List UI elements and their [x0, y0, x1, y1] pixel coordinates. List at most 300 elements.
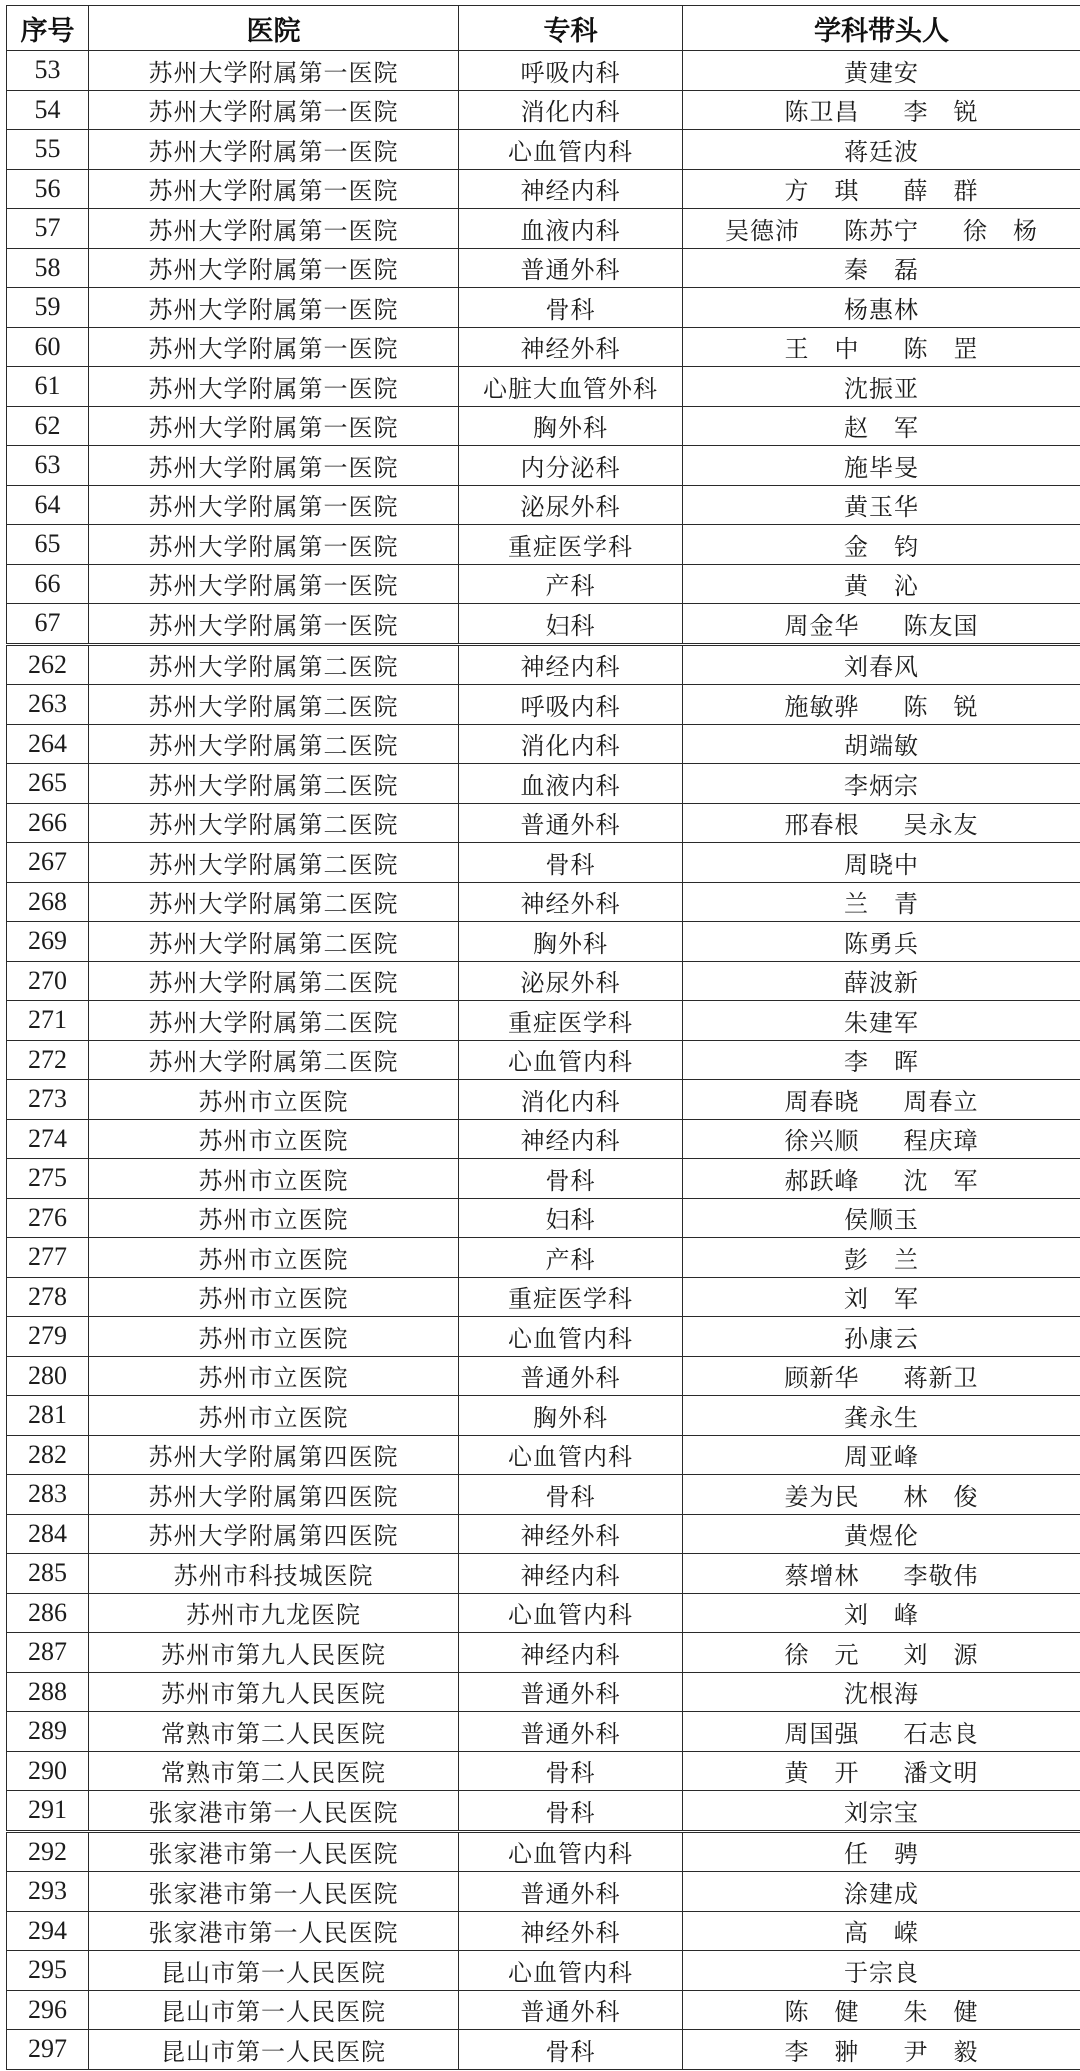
header-no: 序号	[7, 6, 89, 51]
hospital-cell: 苏州大学附属第二医院	[89, 882, 459, 922]
leader-names	[844, 1398, 919, 1433]
table-row	[7, 1435, 1080, 1475]
leader-name: 尹 毅	[903, 2037, 979, 2066]
hospital-cell: 苏州大学附属第一医院	[89, 525, 459, 565]
specialty-cell: 普通外科	[459, 1872, 683, 1912]
hospital-cell: 昆山市第一人民医院	[89, 2030, 459, 2070]
leader-name: 陈勇兵	[844, 929, 919, 958]
leader-name: 周春立	[903, 1087, 979, 1116]
specialty-cell: 妇科	[459, 1198, 683, 1238]
table-row	[7, 1040, 1080, 1080]
specialty-cell: 妇科	[459, 604, 683, 645]
leaders-cell	[683, 1672, 1080, 1712]
leaders-cell	[683, 1356, 1080, 1396]
leader-names	[844, 1793, 919, 1828]
hospital-cell: 苏州大学附属第一医院	[89, 367, 459, 407]
leader-name: 吴永友	[903, 811, 979, 840]
leader-names	[844, 1953, 919, 1988]
leader-name: 龚永生	[844, 1403, 919, 1432]
table-row	[7, 1238, 1080, 1278]
leader-name: 李 锐	[903, 98, 979, 127]
table-row	[7, 1277, 1080, 1317]
table-row	[7, 327, 1080, 367]
leaders-cell	[683, 2030, 1080, 2070]
specialty-cell: 重症医学科	[459, 1001, 683, 1041]
leader-name: 薛波新	[844, 969, 919, 998]
row-number: 55	[7, 130, 89, 170]
specialty-cell: 神经外科	[459, 1514, 683, 1554]
hospital-cell: 苏州大学附属第一医院	[89, 485, 459, 525]
leader-name: 黄煜伦	[844, 1522, 919, 1551]
leader-names	[844, 487, 919, 522]
row-number: 291	[7, 1791, 89, 1832]
hospital-cell: 常熟市第二人民医院	[89, 1751, 459, 1791]
leader-names	[844, 448, 919, 483]
leader-names	[844, 845, 919, 880]
hospital-cell: 苏州市立医院	[89, 1119, 459, 1159]
leader-name: 沈振亚	[844, 374, 919, 403]
leader-name: 黄玉华	[844, 493, 919, 522]
row-number: 295	[7, 1951, 89, 1991]
leader-names	[785, 1082, 979, 1117]
specialty-cell: 重症医学科	[459, 525, 683, 565]
leaders-cell	[683, 209, 1080, 249]
row-number: 293	[7, 1872, 89, 1912]
leaders-cell	[683, 724, 1080, 764]
specialty-cell: 泌尿外科	[459, 961, 683, 1001]
table-row	[7, 1198, 1080, 1238]
leader-names	[844, 369, 919, 404]
specialty-cell: 神经内科	[459, 169, 683, 209]
hospital-cell: 苏州大学附属第一医院	[89, 564, 459, 604]
leaders-cell	[683, 1872, 1080, 1912]
leader-name: 高 嵘	[844, 1919, 919, 1948]
leader-name: 徐 杨	[963, 216, 1038, 245]
leader-name: 徐兴顺	[784, 1127, 860, 1156]
table-row	[7, 367, 1080, 407]
row-number: 267	[7, 843, 89, 883]
leaders-cell	[683, 169, 1080, 209]
table-row	[7, 644, 1080, 685]
leaders-cell	[683, 130, 1080, 170]
leaders-cell	[683, 1159, 1080, 1199]
table-row	[7, 1990, 1080, 2030]
table-row	[7, 1831, 1080, 1872]
leaders-cell	[683, 1238, 1080, 1278]
specialty-cell: 心血管内科	[459, 1593, 683, 1633]
leader-name: 朱 健	[903, 1998, 979, 2027]
leader-names	[844, 647, 919, 682]
leader-names	[785, 1556, 979, 1591]
leader-names	[785, 687, 979, 722]
hospital-cell: 苏州市立医院	[89, 1396, 459, 1436]
leader-name: 李 晖	[844, 1048, 919, 1077]
specialty-cell: 心血管内科	[459, 1040, 683, 1080]
row-number: 58	[7, 248, 89, 288]
hospital-cell: 张家港市第一人民医院	[89, 1831, 459, 1872]
row-number: 265	[7, 764, 89, 804]
table-row	[7, 1911, 1080, 1951]
leader-name: 周春晓	[784, 1087, 860, 1116]
leader-name: 姜为民	[784, 1482, 860, 1511]
table-row	[7, 248, 1080, 288]
hospital-cell: 常熟市第二人民医院	[89, 1712, 459, 1752]
leader-name: 任 骋	[844, 1840, 919, 1869]
row-number: 287	[7, 1633, 89, 1673]
leader-name: 刘 军	[844, 1285, 919, 1314]
row-number: 282	[7, 1435, 89, 1475]
leader-name: 蒋廷波	[844, 137, 919, 166]
table-row	[7, 922, 1080, 962]
row-number: 286	[7, 1593, 89, 1633]
table-row	[7, 961, 1080, 1001]
leader-name: 周亚峰	[844, 1443, 919, 1472]
hospital-cell: 苏州大学附属第四医院	[89, 1475, 459, 1515]
leaders-cell	[683, 367, 1080, 407]
leaders-cell	[683, 1633, 1080, 1673]
leaders-cell	[683, 446, 1080, 486]
hospital-cell: 张家港市第一人民医院	[89, 1791, 459, 1832]
table-row	[7, 1593, 1080, 1633]
leader-name: 杨惠林	[844, 295, 919, 324]
leaders-cell	[683, 525, 1080, 565]
row-number: 285	[7, 1554, 89, 1594]
leaders-cell	[683, 961, 1080, 1001]
leader-name: 沈 军	[903, 1166, 979, 1195]
row-number: 280	[7, 1356, 89, 1396]
leaders-cell	[683, 644, 1080, 685]
hospital-cell: 苏州大学附属第一医院	[89, 51, 459, 91]
leader-name: 徐 元	[784, 1640, 860, 1669]
table-row	[7, 1554, 1080, 1594]
leaders-cell	[683, 1593, 1080, 1633]
hospital-cell: 苏州大学附属第一医院	[89, 406, 459, 446]
row-number: 289	[7, 1712, 89, 1752]
leaders-cell	[683, 1198, 1080, 1238]
specialty-cell: 心脏大血管外科	[459, 367, 683, 407]
leader-names	[785, 1161, 979, 1196]
leaders-cell	[683, 90, 1080, 130]
table-row	[7, 1080, 1080, 1120]
table-row	[7, 1872, 1080, 1912]
leaders-cell	[683, 1791, 1080, 1832]
row-number: 61	[7, 367, 89, 407]
hospital-cell: 苏州大学附属第四医院	[89, 1435, 459, 1475]
leader-names	[785, 1121, 979, 1156]
leaders-cell	[683, 1831, 1080, 1872]
hospital-cell: 苏州市立医院	[89, 1198, 459, 1238]
leaders-cell	[683, 1040, 1080, 1080]
specialty-cell: 呼吸内科	[459, 685, 683, 725]
specialty-cell: 骨科	[459, 1791, 683, 1832]
document-page	[6, 5, 1080, 2071]
row-number: 273	[7, 1080, 89, 1120]
leader-name: 吴德沛	[725, 216, 800, 245]
specialty-cell: 普通外科	[459, 1712, 683, 1752]
leader-name: 孙康云	[844, 1324, 919, 1353]
specialty-cell: 骨科	[459, 843, 683, 883]
leaders-cell	[683, 1475, 1080, 1515]
hospital-cell: 昆山市第一人民医院	[89, 1990, 459, 2030]
row-number: 64	[7, 485, 89, 525]
row-number: 281	[7, 1396, 89, 1436]
leaders-cell	[683, 1080, 1080, 1120]
leader-names	[785, 606, 979, 641]
leader-name: 黄 开	[784, 1759, 860, 1788]
hospital-cell: 苏州大学附属第一医院	[89, 446, 459, 486]
specialty-cell: 血液内科	[459, 209, 683, 249]
hospital-cell: 苏州大学附属第二医院	[89, 685, 459, 725]
hospital-cell: 苏州市立医院	[89, 1159, 459, 1199]
leaders-cell	[683, 327, 1080, 367]
table-row	[7, 843, 1080, 883]
leader-name: 王 中	[784, 335, 860, 364]
row-number: 274	[7, 1119, 89, 1159]
leader-names	[844, 408, 919, 443]
hospital-cell: 苏州大学附属第二医院	[89, 644, 459, 685]
hospital-cell: 苏州大学附属第二医院	[89, 843, 459, 883]
leader-names	[844, 1042, 919, 1077]
specialty-cell: 骨科	[459, 1475, 683, 1515]
row-number: 66	[7, 564, 89, 604]
table-row	[7, 485, 1080, 525]
leader-name: 彭 兰	[844, 1245, 919, 1274]
specialty-cell: 心血管内科	[459, 1317, 683, 1357]
leader-names	[844, 1240, 919, 1275]
leader-name: 施敏骅	[784, 692, 860, 721]
row-number: 279	[7, 1317, 89, 1357]
table-row	[7, 764, 1080, 804]
row-number: 278	[7, 1277, 89, 1317]
leader-name: 陈苏宁	[844, 216, 919, 245]
specialty-cell: 神经外科	[459, 1911, 683, 1951]
leader-names	[785, 171, 979, 206]
row-number: 53	[7, 51, 89, 91]
leader-name: 陈 锐	[903, 692, 979, 721]
leader-name: 赵 军	[844, 414, 919, 443]
specialty-cell: 心血管内科	[459, 130, 683, 170]
specialty-cell: 普通外科	[459, 803, 683, 843]
hospital-cell: 苏州市立医院	[89, 1238, 459, 1278]
leaders-cell	[683, 1001, 1080, 1041]
leaders-cell	[683, 1554, 1080, 1594]
leader-names	[844, 527, 919, 562]
table-row	[7, 1396, 1080, 1436]
specialty-cell: 神经内科	[459, 1119, 683, 1159]
leader-name: 潘文明	[903, 1759, 979, 1788]
hospital-cell: 苏州大学附属第二医院	[89, 764, 459, 804]
leader-name: 于宗良	[844, 1958, 919, 1987]
specialty-cell: 内分泌科	[459, 446, 683, 486]
table-body	[7, 51, 1080, 2070]
specialty-cell: 消化内科	[459, 90, 683, 130]
row-number: 56	[7, 169, 89, 209]
table-row	[7, 1119, 1080, 1159]
leader-name: 陈卫昌	[784, 98, 860, 127]
leaders-cell	[683, 406, 1080, 446]
leader-names	[725, 211, 1038, 246]
hospital-cell: 苏州大学附属第一医院	[89, 327, 459, 367]
leader-name: 沈根海	[844, 1680, 919, 1709]
hospital-cell: 苏州大学附属第一医院	[89, 90, 459, 130]
leader-names	[844, 1279, 919, 1314]
leaders-cell	[683, 248, 1080, 288]
row-number: 277	[7, 1238, 89, 1278]
leader-names	[844, 1319, 919, 1354]
row-number: 62	[7, 406, 89, 446]
leader-names	[785, 1477, 979, 1512]
leaders-cell	[683, 485, 1080, 525]
row-number: 283	[7, 1475, 89, 1515]
leaders-cell	[683, 1514, 1080, 1554]
header-leaders: 学科带头人	[683, 6, 1080, 51]
table-row	[7, 1514, 1080, 1554]
leader-names	[844, 963, 919, 998]
leader-name: 方 琪	[784, 177, 860, 206]
leader-names	[844, 1516, 919, 1551]
leader-names	[844, 766, 919, 801]
table-row	[7, 1751, 1080, 1791]
leaders-cell	[683, 1317, 1080, 1357]
leader-names	[844, 1874, 919, 1909]
specialty-cell: 神经内科	[459, 1554, 683, 1594]
row-number: 275	[7, 1159, 89, 1199]
table-row	[7, 604, 1080, 645]
leaders-cell	[683, 685, 1080, 725]
leader-names	[844, 53, 919, 88]
table-row	[7, 169, 1080, 209]
table-row	[7, 1317, 1080, 1357]
hospital-cell: 苏州大学附属第一医院	[89, 288, 459, 328]
hospital-cell: 苏州市立医院	[89, 1277, 459, 1317]
row-number: 271	[7, 1001, 89, 1041]
hospital-cell: 张家港市第一人民医院	[89, 1911, 459, 1951]
leaders-cell	[683, 922, 1080, 962]
table-row	[7, 446, 1080, 486]
row-number: 67	[7, 604, 89, 645]
table-row	[7, 525, 1080, 565]
leaders-cell	[683, 803, 1080, 843]
table-row	[7, 51, 1080, 91]
hospital-cell: 昆山市第一人民医院	[89, 1951, 459, 1991]
leader-name: 兰 青	[844, 890, 919, 919]
leader-names	[844, 132, 919, 167]
table-row	[7, 1001, 1080, 1041]
specialty-cell: 产科	[459, 1238, 683, 1278]
specialty-cell: 胸外科	[459, 1396, 683, 1436]
header-hospital: 医院	[89, 6, 459, 51]
leader-name: 金 钧	[844, 532, 919, 561]
leader-names	[785, 2032, 979, 2067]
leader-name: 程庆璋	[903, 1127, 979, 1156]
leaders-cell	[683, 604, 1080, 645]
leader-name: 顾新华	[784, 1364, 860, 1393]
specialty-cell: 骨科	[459, 1751, 683, 1791]
leader-name: 石志良	[903, 1719, 979, 1748]
leader-name: 蔡增林	[784, 1561, 860, 1590]
table-row	[7, 1712, 1080, 1752]
leader-names	[844, 1003, 919, 1038]
leader-names	[844, 250, 919, 285]
hospital-cell: 苏州大学附属第二医院	[89, 961, 459, 1001]
leaders-cell	[683, 1277, 1080, 1317]
table-row	[7, 1356, 1080, 1396]
leaders-cell	[683, 1911, 1080, 1951]
row-number: 264	[7, 724, 89, 764]
row-number: 288	[7, 1672, 89, 1712]
leader-name: 胡端敏	[844, 732, 919, 761]
hospital-cell: 苏州市第九人民医院	[89, 1633, 459, 1673]
specialty-cell: 心血管内科	[459, 1951, 683, 1991]
leaders-cell	[683, 1751, 1080, 1791]
leader-name: 薛 群	[903, 177, 979, 206]
table-row	[7, 1951, 1080, 1991]
leader-names	[785, 92, 979, 127]
table-row	[7, 209, 1080, 249]
leader-name: 刘宗宝	[844, 1798, 919, 1827]
row-number: 65	[7, 525, 89, 565]
leader-name: 刘春风	[844, 653, 919, 682]
leader-names	[844, 924, 919, 959]
leader-names	[785, 1753, 979, 1788]
table-row	[7, 1672, 1080, 1712]
table-header	[7, 6, 1080, 51]
specialty-cell: 泌尿外科	[459, 485, 683, 525]
table-row	[7, 2030, 1080, 2070]
row-number: 269	[7, 922, 89, 962]
leaders-cell	[683, 843, 1080, 883]
hospital-cell: 苏州大学附属第一医院	[89, 130, 459, 170]
table-row	[7, 288, 1080, 328]
row-number: 284	[7, 1514, 89, 1554]
leader-name: 侯顺玉	[844, 1206, 919, 1235]
leaders-cell	[683, 764, 1080, 804]
specialty-cell: 神经内科	[459, 644, 683, 685]
specialty-cell: 胸外科	[459, 406, 683, 446]
hospital-cell: 苏州大学附属第二医院	[89, 1001, 459, 1041]
hospital-cell: 苏州大学附属第二医院	[89, 724, 459, 764]
row-number: 296	[7, 1990, 89, 2030]
leader-name: 刘 源	[903, 1640, 979, 1669]
specialty-cell: 普通外科	[459, 1356, 683, 1396]
discipline-leaders-table	[6, 5, 1080, 2070]
leaders-cell	[683, 1396, 1080, 1436]
table-row	[7, 803, 1080, 843]
leader-names	[844, 1595, 919, 1630]
hospital-cell: 苏州大学附属第四医院	[89, 1514, 459, 1554]
specialty-cell: 重症医学科	[459, 1277, 683, 1317]
table-row	[7, 90, 1080, 130]
leader-name: 周国强	[784, 1719, 860, 1748]
header-row	[7, 6, 1080, 51]
leader-name: 李炳宗	[844, 771, 919, 800]
row-number: 272	[7, 1040, 89, 1080]
table-row	[7, 130, 1080, 170]
row-number: 276	[7, 1198, 89, 1238]
specialty-cell: 骨科	[459, 288, 683, 328]
hospital-cell: 苏州市九龙医院	[89, 1593, 459, 1633]
leader-names	[844, 1834, 919, 1869]
table-row	[7, 564, 1080, 604]
leader-name: 黄建安	[844, 58, 919, 87]
hospital-cell: 苏州大学附属第二医院	[89, 1040, 459, 1080]
hospital-cell: 苏州大学附属第一医院	[89, 248, 459, 288]
leader-name: 施毕旻	[844, 453, 919, 482]
leader-name: 李 翀	[784, 2037, 860, 2066]
row-number: 263	[7, 685, 89, 725]
leaders-cell	[683, 51, 1080, 91]
leader-names	[785, 1992, 979, 2027]
